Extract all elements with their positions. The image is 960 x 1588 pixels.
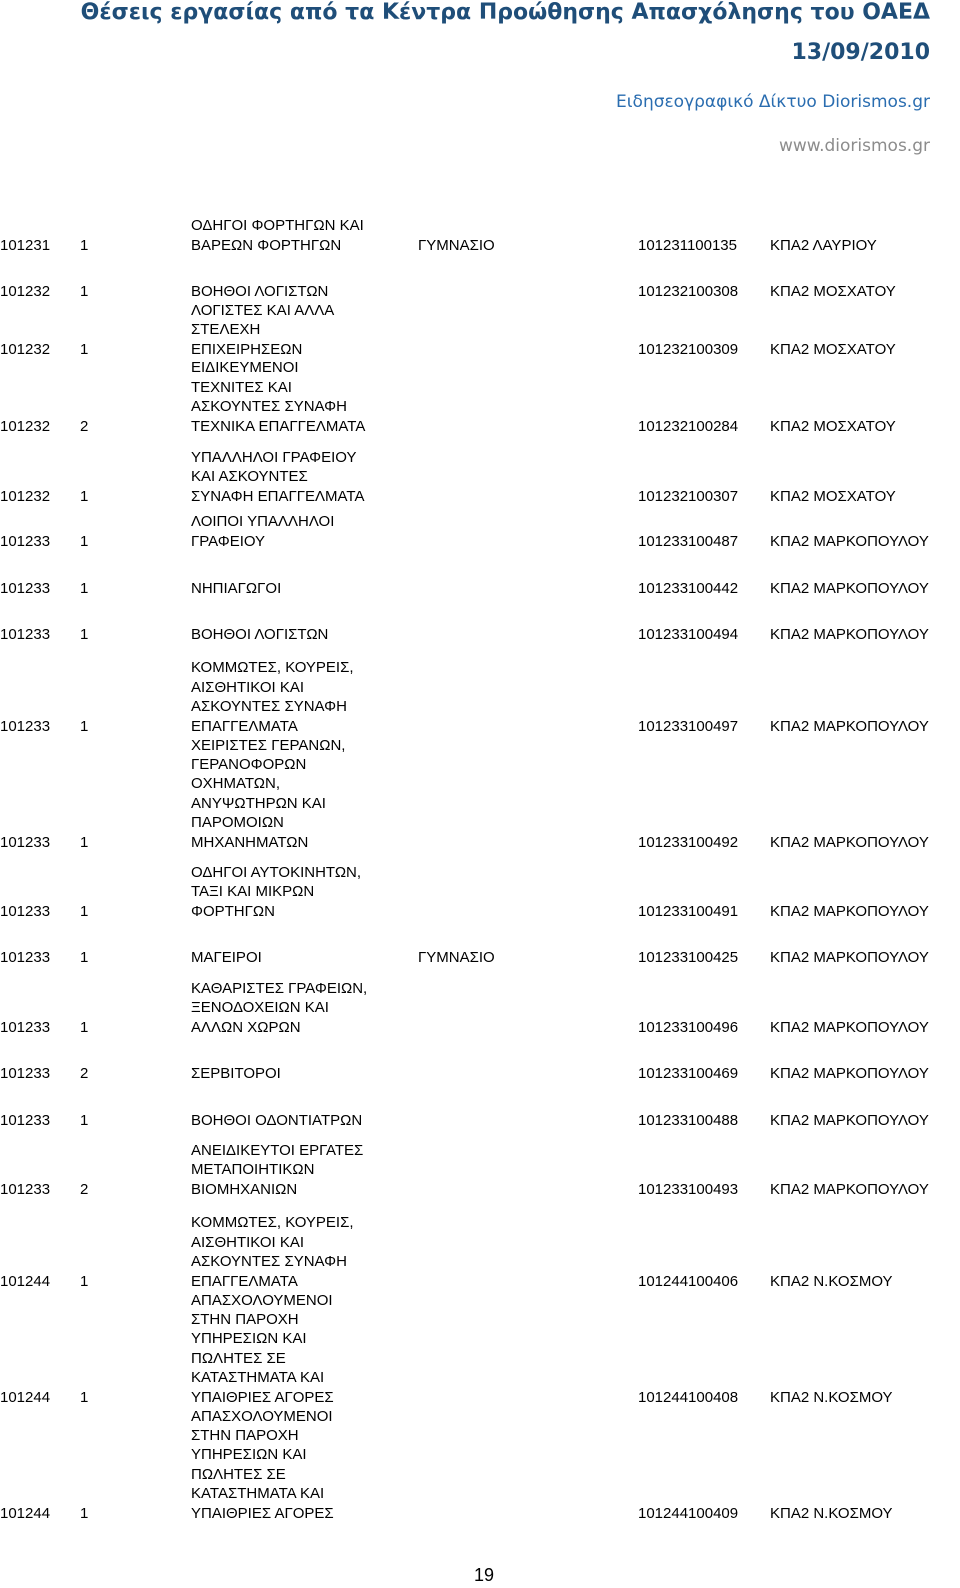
table-row	[0, 1291, 960, 1407]
job-title-line: ΜΕΤΑΠΟΙΗΤΙΚΩΝ	[191, 1161, 315, 1179]
job-title	[191, 1291, 334, 1407]
job-title	[191, 358, 365, 436]
position-code: 101244	[0, 1272, 51, 1290]
position-code: 101233	[0, 579, 51, 597]
job-title-line: ΒΟΗΘΟΙ ΟΔΟΝΤΙΑΤΡΩΝ	[191, 1111, 363, 1129]
job-title-line: ΒΟΗΘΟΙ ΛΟΓΙΣΤΩΝ	[191, 282, 329, 300]
employment-center: ΚΠΑ2 ΜΟΣΧΑΤΟΥ	[770, 340, 896, 358]
position-count: 2	[80, 1064, 89, 1082]
table-row	[0, 301, 960, 359]
employment-center: ΚΠΑ2 Ν.ΚΟΣΜΟΥ	[770, 1388, 893, 1406]
job-title-line: ΕΠΑΓΓΕΛΜΑΤΑ	[191, 717, 298, 735]
job-title-line: ΑΣΚΟΥΝΤΕΣ ΣΥΝΑΦΗ	[191, 398, 347, 416]
employment-center: ΚΠΑ2 ΜΑΡΚΟΠΟΥΛΟΥ	[770, 1111, 929, 1129]
employment-center: ΚΠΑ2 ΜΑΡΚΟΠΟΥΛΟΥ	[770, 1064, 929, 1082]
employment-center: ΚΠΑ2 ΜΑΡΚΟΠΟΥΛΟΥ	[770, 717, 929, 735]
employment-center: ΚΠΑ2 ΜΑΡΚΟΠΟΥΛΟΥ	[770, 625, 929, 643]
position-code: 101233	[0, 948, 51, 966]
position-code: 101244	[0, 1504, 51, 1522]
job-title	[191, 1111, 362, 1130]
employment-center: ΚΠΑ2 ΛΑΥΡΙΟΥ	[770, 236, 877, 254]
reference-number: 101232100284	[638, 417, 739, 435]
position-code: 101233	[0, 833, 51, 851]
job-title-line: ΚΟΜΜΩΤΕΣ, ΚΟΥΡΕΙΣ,	[191, 1214, 354, 1232]
position-count: 2	[80, 1180, 89, 1198]
reference-number: 101233100493	[638, 1180, 739, 1198]
reference-number: 101244100408	[638, 1388, 739, 1406]
position-count: 1	[80, 532, 89, 550]
job-title-line: ΑΠΑΣΧΟΛΟΥΜΕΝΟΙ	[191, 1407, 333, 1425]
job-title-line: ΑΣΚΟΥΝΤΕΣ ΣΥΝΑΦΗ	[191, 698, 347, 716]
job-title-line: ΣΥΝΑΦΗ ΕΠΑΓΓΕΛΜΑΤΑ	[191, 487, 365, 505]
reference-number: 101244100406	[638, 1272, 739, 1290]
position-count: 1	[80, 1111, 89, 1129]
table-row	[0, 1407, 960, 1523]
job-title-line: ΜΗΧΑΝΗΜΑΤΩΝ	[191, 833, 309, 851]
job-title-line: ΑΣΚΟΥΝΤΕΣ ΣΥΝΑΦΗ	[191, 1253, 347, 1271]
table-row	[0, 863, 960, 921]
position-count: 1	[80, 1504, 89, 1522]
job-title-line: ΝΗΠΙΑΓΩΓΟΙ	[191, 579, 282, 597]
job-title	[191, 1407, 334, 1523]
page-number: 19	[474, 1565, 495, 1585]
position-count: 1	[80, 833, 89, 851]
job-title-line: ΚΑΘΑΡΙΣΤΕΣ ΓΡΑΦΕΙΩΝ,	[191, 979, 368, 997]
position-count: 1	[80, 1272, 89, 1290]
job-title-line: ΑΝΕΙΔΙΚΕΥΤΟΙ ΕΡΓΑΤΕΣ	[191, 1141, 364, 1159]
job-title-line: ΑΙΣΘΗΤΙΚΟΙ ΚΑΙ	[191, 1233, 304, 1251]
position-code: 101232	[0, 487, 51, 505]
table-row	[0, 512, 960, 551]
job-title-line: ΑΙΣΘΗΤΙΚΟΙ ΚΑΙ	[191, 678, 304, 696]
table-row	[0, 948, 960, 967]
job-title-line: ΧΕΙΡΙΣΤΕΣ ΓΕΡΑΝΩΝ,	[191, 736, 346, 754]
table-row	[0, 358, 960, 436]
table-row	[0, 658, 960, 736]
job-title-line: ΛΟΙΠΟΙ ΥΠΑΛΛΗΛΟΙ	[191, 513, 335, 531]
job-title-line: ΠΩΛΗΤΕΣ ΣΕ	[191, 1465, 286, 1483]
job-title-line: ΣΤΗΝ ΠΑΡΟΧΗ	[191, 1310, 299, 1328]
position-code: 101233	[0, 1064, 51, 1082]
table-row	[0, 1064, 960, 1083]
job-title-line: ΑΝΥΨΩΤΗΡΩΝ ΚΑΙ	[191, 794, 326, 812]
website-link[interactable]: www.diorismos.gr	[778, 136, 930, 156]
reference-number: 101231100135	[638, 236, 737, 254]
job-title-line: ΟΧΗΜΑΤΩΝ,	[191, 775, 280, 793]
job-title-line: ΣΤΗΝ ΠΑΡΟΧΗ	[191, 1426, 299, 1444]
reference-number: 101232100308	[638, 282, 739, 300]
job-title-line: ΠΩΛΗΤΕΣ ΣΕ	[191, 1349, 286, 1367]
reference-number: 101233100496	[638, 1018, 739, 1036]
job-title	[191, 736, 345, 852]
employment-center: ΚΠΑ2 ΜΑΡΚΟΠΟΥΛΟΥ	[770, 579, 929, 597]
job-title	[191, 948, 262, 967]
document-title: Θέσεις εργασίας από τα Κέντρα Προώθησης Απασχόλησης του ΟΑΕΔ	[80, 0, 930, 25]
job-title	[191, 863, 361, 921]
employment-center: ΚΠΑ2 ΜΑΡΚΟΠΟΥΛΟΥ	[770, 902, 929, 920]
employment-center: ΚΠΑ2 ΜΟΣΧΑΤΟΥ	[770, 282, 896, 300]
education-level: ΓΥΜΝΑΣΙΟ	[418, 236, 495, 254]
table-row	[0, 1111, 960, 1130]
job-title-line: ΚΟΜΜΩΤΕΣ, ΚΟΥΡΕΙΣ,	[191, 659, 354, 677]
employment-center: ΚΠΑ2 Ν.ΚΟΣΜΟΥ	[770, 1504, 893, 1522]
position-count: 1	[80, 1388, 89, 1406]
position-code: 101233	[0, 902, 51, 920]
employment-center: ΚΠΑ2 ΜΟΣΧΑΤΟΥ	[770, 487, 896, 505]
job-title-line: ΚΑΤΑΣΤΗΜΑΤΑ ΚΑΙ	[191, 1369, 325, 1387]
position-code: 101233	[0, 1180, 51, 1198]
position-count: 1	[80, 1018, 89, 1036]
job-title-line: ΚΑΤΑΣΤΗΜΑΤΑ ΚΑΙ	[191, 1485, 325, 1503]
position-code: 101233	[0, 1018, 51, 1036]
education-level: ΓΥΜΝΑΣΙΟ	[418, 948, 495, 966]
job-title	[191, 579, 281, 598]
position-count: 1	[80, 236, 89, 254]
reference-number: 101233100469	[638, 1064, 739, 1082]
job-title	[191, 658, 354, 736]
employment-center: ΚΠΑ2 ΜΟΣΧΑΤΟΥ	[770, 417, 896, 435]
job-title	[191, 216, 364, 255]
position-count: 1	[80, 625, 89, 643]
employment-center: ΚΠΑ2 ΜΑΡΚΟΠΟΥΛΟΥ	[770, 948, 929, 966]
position-count: 1	[80, 487, 89, 505]
table-row	[0, 216, 960, 255]
position-code: 101244	[0, 1388, 51, 1406]
job-title	[191, 979, 367, 1037]
position-count: 2	[80, 417, 89, 435]
table-row	[0, 282, 960, 301]
reference-number: 101233100487	[638, 532, 739, 550]
reference-number: 101233100488	[638, 1111, 739, 1129]
job-title	[191, 282, 328, 301]
position-count: 1	[80, 282, 89, 300]
table-row	[0, 1213, 960, 1291]
job-title-line: ΞΕΝΟΔΟΧΕΙΩΝ ΚΑΙ	[191, 999, 329, 1017]
job-title-line: ΤΕΧΝΙΤΕΣ ΚΑΙ	[191, 378, 292, 396]
agency-name: Ειδησεογραφικό Δίκτυο Diorismos.gr	[616, 92, 930, 112]
reference-number: 101232100309	[638, 340, 739, 358]
job-title	[191, 301, 334, 359]
table-row	[0, 448, 960, 506]
position-code: 101233	[0, 717, 51, 735]
reference-number: 101244100409	[638, 1504, 739, 1522]
job-title-line: ΤΕΧΝΙΚΑ ΕΠΑΓΓΕΛΜΑΤΑ	[191, 417, 366, 435]
job-title-line: ΦΟΡΤΗΓΩΝ	[191, 902, 275, 920]
reference-number: 101233100492	[638, 833, 739, 851]
reference-number: 101233100494	[638, 625, 739, 643]
reference-number: 101232100307	[638, 487, 739, 505]
table-row	[0, 736, 960, 852]
job-title-line: ΕΙΔΙΚΕΥΜΕΝΟΙ	[191, 359, 299, 377]
job-title	[191, 512, 334, 551]
position-count: 1	[80, 579, 89, 597]
job-title-line: ΑΠΑΣΧΟΛΟΥΜΕΝΟΙ	[191, 1291, 333, 1309]
employment-center: ΚΠΑ2 ΜΑΡΚΟΠΟΥΛΟΥ	[770, 1180, 929, 1198]
position-code: 101233	[0, 1111, 51, 1129]
job-title-line: ΠΑΡΟΜΟΙΩΝ	[191, 814, 284, 832]
position-count: 1	[80, 340, 89, 358]
job-title-line: ΥΠΗΡΕΣΙΩΝ ΚΑΙ	[191, 1330, 307, 1348]
table-row	[0, 579, 960, 598]
job-title-line: ΥΠΑΙΘΡΙΕΣ ΑΓΟΡΕΣ	[191, 1388, 334, 1406]
job-title	[191, 1213, 354, 1291]
table-row	[0, 979, 960, 1037]
job-title	[191, 448, 364, 506]
position-count: 1	[80, 902, 89, 920]
job-title-line: ΣΤΕΛΕΧΗ	[191, 321, 261, 339]
job-title	[191, 1141, 363, 1199]
job-title-line: ΚΑΙ ΑΣΚΟΥΝΤΕΣ	[191, 468, 308, 486]
job-title-line: ΤΑΞΙ ΚΑΙ ΜΙΚΡΩΝ	[191, 883, 315, 901]
reference-number: 101233100497	[638, 717, 739, 735]
job-title-line: ΑΛΛΩΝ ΧΩΡΩΝ	[191, 1018, 301, 1036]
employment-center: ΚΠΑ2 Ν.ΚΟΣΜΟΥ	[770, 1272, 893, 1290]
employment-center: ΚΠΑ2 ΜΑΡΚΟΠΟΥΛΟΥ	[770, 532, 929, 550]
table-row	[0, 1141, 960, 1199]
job-title-line: ΟΔΗΓΟΙ ΑΥΤΟΚΙΝΗΤΩΝ,	[191, 863, 362, 881]
job-title	[191, 625, 328, 644]
position-code: 101232	[0, 282, 51, 300]
job-title-line: ΥΠΑΛΛΗΛΟΙ ΓΡΑΦΕΙΟΥ	[191, 448, 357, 466]
reference-number: 101233100442	[638, 579, 739, 597]
position-count: 1	[80, 948, 89, 966]
position-code: 101231	[0, 236, 51, 254]
job-title-line: ΓΡΑΦΕΙΟΥ	[191, 532, 266, 550]
reference-number: 101233100425	[638, 948, 739, 966]
job-title-line: ΒΙΟΜΗΧΑΝΙΩΝ	[191, 1180, 298, 1198]
job-title-line: ΥΠΗΡΕΣΙΩΝ ΚΑΙ	[191, 1446, 307, 1464]
table-row	[0, 625, 960, 644]
position-code: 101232	[0, 340, 51, 358]
position-code: 101233	[0, 532, 51, 550]
position-code: 101233	[0, 625, 51, 643]
document-date: 13/09/2010	[791, 40, 930, 65]
position-count: 1	[80, 717, 89, 735]
job-title-line: ΟΔΗΓΟΙ ΦΟΡΤΗΓΩΝ ΚΑΙ	[191, 217, 364, 235]
reference-number: 101233100491	[638, 902, 739, 920]
job-title-line: ΜΑΓΕΙΡΟΙ	[191, 948, 262, 966]
employment-center: ΚΠΑ2 ΜΑΡΚΟΠΟΥΛΟΥ	[770, 833, 929, 851]
job-title-line: ΣΕΡΒΙΤΟΡΟΙ	[191, 1064, 281, 1082]
position-code: 101232	[0, 417, 51, 435]
job-title-line: ΛΟΓΙΣΤΕΣ ΚΑΙ ΑΛΛΑ	[191, 301, 335, 319]
job-title-line: ΓΕΡΑΝΟΦΟΡΩΝ	[191, 755, 307, 773]
job-title-line: ΕΠΑΓΓΕΛΜΑΤΑ	[191, 1272, 298, 1290]
job-title-line: ΒΟΗΘΟΙ ΛΟΓΙΣΤΩΝ	[191, 625, 329, 643]
job-title-line: ΒΑΡΕΩΝ ΦΟΡΤΗΓΩΝ	[191, 236, 342, 254]
job-title-line: ΕΠΙΧΕΙΡΗΣΕΩΝ	[191, 340, 303, 358]
job-title	[191, 1064, 281, 1083]
employment-center: ΚΠΑ2 ΜΑΡΚΟΠΟΥΛΟΥ	[770, 1018, 929, 1036]
job-title-line: ΥΠΑΙΘΡΙΕΣ ΑΓΟΡΕΣ	[191, 1504, 334, 1522]
